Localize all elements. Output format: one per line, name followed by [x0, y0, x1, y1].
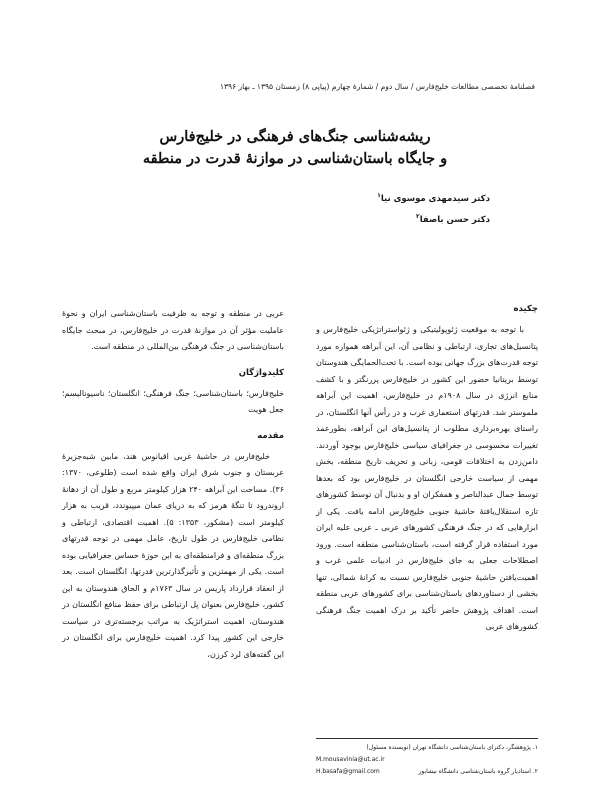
footnote-2 [316, 766, 538, 778]
author-1-footnote-mark: ۱ [377, 192, 381, 199]
left-column [62, 306, 284, 663]
running-head: فصلنامۀ تخصصی مطالعات خلیج‌فارس / سال دوم / شمارۀ چهارم (پیاپی ۸) زمستان ۱۳۹۵ ـ بهار ۱۳۹۶ [219, 82, 535, 91]
footnote-2-email[interactable]: H.basafa@gmail.com [316, 768, 380, 775]
authors [230, 187, 490, 229]
author-2-footnote-mark: ۲ [416, 212, 420, 220]
title-line-1: ریشه‌شناسی جنگ‌های فرهنگی در خلیج‌فارس [159, 128, 431, 145]
footnote-1-text: ۱. پژوهشگر، دکترای باستان‌شناسی دانشگاه تهران (نویسنده مسئول) [366, 744, 538, 751]
author-2 [230, 208, 490, 229]
abstract-text: با توجه به موقعیت ژئوپولیتیکی و ژئواستراتژیکی خلیج‌فارس و پتانسیل‌های تجاری، ارتباطی و نظامی آن، این آبراهه همواره مورد توجه قدرت‌های بزرگ جهانی بوده است. با تحت‌الحمایگی هندوستان توسط بریتانیا حضور این کشور در خلیج‌فارس پررنگتر و با کشف منابع انرژی در سال ۱۹۰۸م در خلیج‌فارس، اهمیت این آبراهه ملموستر شد. قدرتهای استعماری غرب و در رأس آنها انگلستان، در راستای بهره‌برداری مطلوب از پتانسیل‌های این آبراهه، بطورعمد تغییرات محسوسی در جغرافیای سیاسی خلیج‌فارس بوجود آوردند. دامن‌زدن به اختلافات قومی، زبانی و تحریف تاریخ منطقه، بخش مهمی از سیاست خارجی انگلستان در خلیج‌فارس بود که بعدها توسط جمال عبدالناصر و همفکران او و بدنبال آن توسط کشورهای تازه استقلال‌یافتۀ حاشیۀ جنوبی خلیج‌فارس ادامه یافت. یکی از ابزارهایی که در جنگ فرهنگی کشورهای عربی ـ عربی علیه ایران مورد استفاده قرار گرفته است، باستان‌شناسی منطقه است. ورود اصطلاحات جعلی به جای خلیج‌فارس در ادبیات علمی غرب و اهمیت‌یافتن حاشیۀ جنوبی خلیج‌فارس نسبت به کرانۀ شمالی، تنها بخشی از دستاوردهای باستان‌شناسی برای کشورهای عربی منطقه است. اهداف پژوهش حاضر تأکید بر درک اهمیت جنگ فرهنگی کشورهای عربی [316, 325, 538, 631]
footnote-1-email[interactable]: M.mousavinia@ut.ac.ir [316, 756, 385, 763]
keywords-heading: کلیدواژگان [238, 367, 284, 378]
keywords-text: خلیج‌فارس؛ باستان‌شناسی؛ جنگ فرهنگی؛ انگلستان؛ ناسیونالیسم؛ جعل هویت [62, 388, 284, 414]
title-line-2: و جایگاه باستان‌شناسی در موازنۀ قدرت در منطقه [142, 150, 448, 167]
author-1 [230, 187, 490, 208]
abstract-continued-text: عربی در منطقه و توجه به ظرفیت باستان‌شناسی ایران و نحوۀ عاملیت مؤثر آن در موازنۀ قدرت در خلیج‌فارس، در مبحث جایگاه باستان‌شناسی در جنگ فرهنگی بین‌المللی در منطقه است. [62, 309, 284, 351]
footnotes [316, 738, 538, 778]
footnote-1-email-row [316, 754, 538, 766]
footnote-2-text: ۲. استادیار گروه باستان‌شناسی دانشگاه نیشابور [418, 768, 538, 775]
right-column [316, 302, 538, 636]
introduction-text: خلیج‌فارس در حاشیۀ غربی اقیانوس هند، مابین شبه‌جزیرۀ عربستان و جنوب شرق ایران واقع شده است (طلوعی، ۱۳۷۰: ۳۶). مساحت این آبراهه ۲۴۰ هزار کیلومتر مربع و طول آن از دهانۀ اروندرود تا تنگۀ هرمز که به دریای عمان میپیوندد، قریب به هزار کیلومتر است (مشکور، ۱۳۵۳: ۵). اهمیت اقتصادی، ارتباطی و نظامی خلیج‌فارس در طول تاریخ، عامل مهمی در توجه قدرتهای بزرگ منطقه‌ای و فرامنطقه‌ای به این حوزۀ حساس جغرافیایی بوده است. یکی از مهمترین و تأثیرگذارترین قدرتها، انگلستان است. بعد از انعقاد قرارداد پاریس در سال ۱۷۶۳م و الحاق هندوستان به این کشور، خلیج‌فارس بعنوان پل ارتباطی برای حفظ منافع انگلستان در هندوستان، اهمیت استراتژیک به مراتب برجسته‌تری در سیاست خارجی این کشور پیدا کرد. اهمیت خلیج‌فارس برای انگلستان در این گفته‌های لرد کرزن، [62, 451, 285, 659]
footnote-1 [316, 742, 538, 754]
introduction-heading: مقدمه [257, 430, 284, 441]
author-1-name: دکتر سیدمهدی موسوی نیا [380, 193, 490, 204]
author-2-name: دکتر حسن باصفا [419, 214, 490, 225]
article-title [120, 126, 470, 170]
abstract-heading: چکیده [513, 304, 538, 314]
